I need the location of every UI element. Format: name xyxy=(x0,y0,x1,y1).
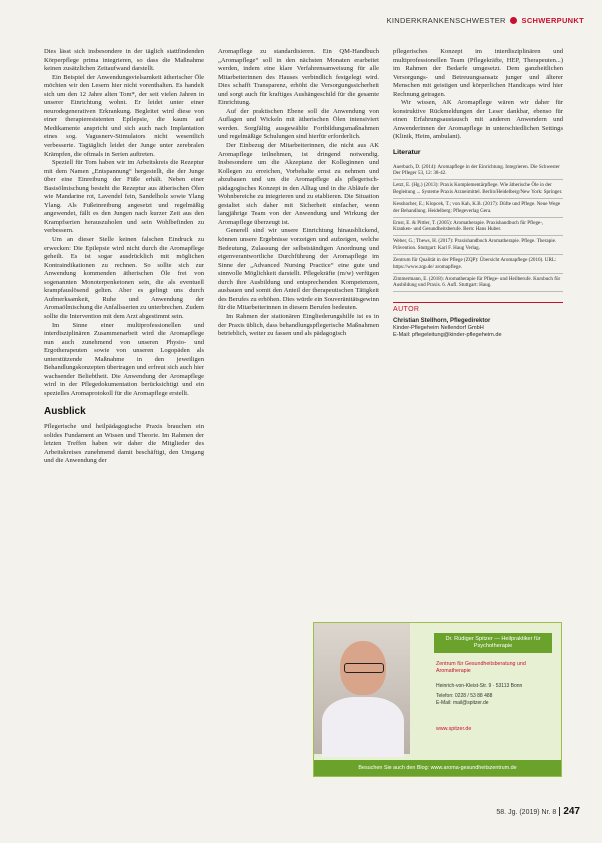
paragraph: Auf der praktischen Ebene soll die Anwendung von Auflagen und Wickeln mit ätherischen Ölen intensiviert werden. Sorgfältig ausgewählte Fortbildungsmaßnahmen und regelmäßige Schulungen sind hierfür erforderlich. xyxy=(218,107,379,141)
reference-item: Auerbach, D. (2014): Aromapflege in der Einrichtung. Integrieren. Die Schwester Der Pfleger 53, 12: 38-42. xyxy=(393,162,563,181)
paragraph: Um an dieser Stelle keinen falschen Eindruck zu erwecken: Die Epilepsie wird nicht durch die Aromapflege geheilt. Es ist sogar ausdrücklich mit möglichen Kontraindikationen zu rechnen. So sollte sich zur Anwendung kommenden ätherischen Öle frei von sogenannten Monoterpenketonen sein, die als eventuell krampfauslösend gelten. Aber es gelingt uns durch Aufmerksamkeit, Ruhe und Anwendung der Aromaölmischung die Anfallsserien zu unterbrechen. Zudem sollte die Intervention mit dem Arzt abgestimmt sein. xyxy=(44,236,204,320)
section-heading: Ausblick xyxy=(44,406,86,418)
ad-contact xyxy=(436,683,551,706)
page-folio xyxy=(496,806,580,817)
paragraph: Speziell für Tom haben wir im Arbeitskreis die Rezeptur mit dem Namen „Entspannung“ hergestellt, die der Junge über eine Einreibung der Füße erhält. Neben einer Basisölmischung besteht die Rezeptur aus ätherischen Ölen wie Mandarine rot, Lavendel fein, Sandelholz sowie Ylang Ylang. Als Fußeinreibung angesetzt und regelmäßig angewendet, fällt es den Jungen nach kurzer Zeit aus den Krampfserien herauszuholen und sein Wohlbefinden zu verbessern. xyxy=(44,159,204,235)
paragraph: Im Rahmen der stationären Eingliederungshilfe ist es in der Praxis üblich, dass behandlungspflegerische Maßnahmen betrieblich, weiter zu fassen und als pädagogisch xyxy=(218,312,379,338)
ad-website-link[interactable]: www.spitzer.de xyxy=(436,726,472,732)
portrait-photo xyxy=(314,623,410,754)
page-number: 247 xyxy=(563,806,580,817)
ad-phone: Telefon: 0228 / 53 88 488 xyxy=(436,693,493,700)
ad-banner: Dr. Rüdiger Spitzer — Heilpraktiker für Psychotherapie xyxy=(434,633,552,653)
paragraph: Dies lässt sich insbesondere in der täglich stattfindenden Körperpflege prima integrieren, so dass die Maßnahme keinen zusätzlichen Zeitaufwand darstellt. xyxy=(44,48,204,73)
paragraph: Aromapflege zu standardisieren. Ein QM-Handbuch „Aromapflege“ soll in den nächsten Monaten erarbeitet werden, indem eine klare Verfahrensanweisung für alle Mitarbeiterinnen des Hauses verbindlich festgelegt wird. Dies schafft Transparenz, erhöht die Versorgungssicherheit und sorgt auch für kraftiges Aushängeschild für die gesamte Einrichtung. xyxy=(218,48,379,107)
glasses-icon xyxy=(344,663,384,673)
ad-mail: E-Mail: mail@spitzer.de xyxy=(436,699,489,706)
issue-info: 58. Jg. (2019) Nr. 8 xyxy=(496,809,557,816)
author-heading: AUTOR xyxy=(393,302,563,315)
ad-tagline: Zentrum für Gesundheitsberatung und Aromatherapie xyxy=(436,661,526,674)
paragraph: Der Einbezug der Mitarbeiterinnen, die nicht aus AK Aromapflege teilnehmen, ist dringend notwendig. Insbesondere um die Akzeptanz der Kolleginnen und Kollegen zu erreichen, Vorbehalte ernst zu nehmen und abzubauen und um die Aromapflege als pflegerisch-pädagogisches Konzept in den Alltag und in die Abläufe der Wohnbereiche zu integrieren und zu etablieren. Die Situation gestaltet sich daher mit Sicherheit einfacher, wenn langjährige Team von der Anwendung und Wirkung der Aromapflege überzeugt ist. xyxy=(218,142,379,226)
reference-item: Weber, G.; Thews, H. (2017): Praxishandbuch Aromatherapie. Pflege. Therapie. Prävention. Stuttgart: Karl F. Haug Verlag. xyxy=(393,236,563,255)
reference-item: Zimmermann, E. (2018): Aromatherapie für Pflege- und Heilberufe. Kursbuch für Ausbildung und Praxis. 6. Aufl. Stuttgart: Haug. xyxy=(393,274,563,293)
bullet-icon xyxy=(510,17,517,24)
reference-item: Letzt, E. (Hg.) (2013): Praxis Komplementärpflege. Wie ätherische Öle in der Begleitung ... Systeme Praxis Arzneimittel. Berlin/Heidelberg/New York: Springer. xyxy=(393,180,563,199)
reference-item: Zentrum für Qualität in der Pflege (ZQP): Übersicht Aromapflege (2016). URL: https://www.zqp.de/ aromapflege. xyxy=(393,255,563,274)
reference-item: Kessbacher, E.; Klopcek, T.; von Kah, K.B. (2017): Düfte und Pflege. Neue Wege der Behandlung. Heidelberg: Pflegeverlag Gera. xyxy=(393,199,563,218)
references-list xyxy=(393,162,563,293)
paragraph: Im Sinne einer multiprofessionellen und interdisziplinären Zusammenarbeit wird die Aromapflege nun auch zunehmend von unseren Physio- und Ergotherapeuten sowie von unseren Logopäden als unterstützende Maßnahme in den jeweiligen Behandlungskonzepten übertragen und erfreut sich auch hier wachsender Beliebtheit. Die Anwendung der Aromapflege wird in der Pflegedokumentation berücksichtigt und ein spezielles Aromaprotokoll für die Aromapflege erstellt. xyxy=(44,321,204,397)
column-1 xyxy=(44,48,204,466)
paragraph: Ein Beispiel der Anwendungsvielsamkeit ätherischer Öle möchten wir den Lesern hier nicht vorenthalten. Es handelt sich um den 12 Jahre alten Tom*, der seit vielen Jahren in unserer Einrichtung wohnt. Er leidet unter einer neurodegenerativen Erkrankung. Begleitet wird diese von einer therapieresistenten Epilepsie, die kaum auf Medikamente anspricht und sich auch nach Implantation eines sog. Vagusnerv-Stimulators nicht wesentlich verbesserte. Tagtäglich leidet der Junge unter zerebralen Krämpfen, die oftmals in Serien auftreten. xyxy=(44,73,204,158)
ad-address: Heinrich-von-Kleist-Str. 9 · 53113 Bonn xyxy=(436,683,523,689)
paragraph: Pflegerische und heilpädagogische Praxis brauchen ein solides Fundament an Wissen und Theorie. Im Rahmen der letzten Treffen haben wir daher die Mitglieder des Arbeitskreises zunehmend damit beschäftigt, den Umgang und die Anwendung der xyxy=(44,422,204,465)
author-org: Kinder-Pflegeheim Nellendorf GmbH xyxy=(393,325,484,332)
divider xyxy=(559,807,560,816)
column-2 xyxy=(218,48,379,339)
running-header xyxy=(387,16,584,25)
author-name: Christian Stellhorn, Pflegedirektor xyxy=(393,317,491,324)
author-box xyxy=(393,318,563,340)
advertisement xyxy=(313,622,562,777)
paragraph: Generell sind wir unsere Einrichtung hinausblickend, können unsere Ergebnisse vorzeigen und aufzeigen, welche Bedeutung, Zulassung der selbstständigen Anordnung und eigenverantwortliche Durchführung der Aromapflege im Sinne der „Advanced Nursing Practice“ eine gute und sinnvolle Möglichkeit darstellt. Pflegekräfte (m/w) verfügen durch ihre Ausbildung und entsprechenden Kompetenzen, ausbauen und somit den Anteil der therapeutischen Tätigkeit des Berufes zu erhöhen. Dies würde ein Souveränitätsgewinn für die Mitarbeiterinnen in diesem Berufen bedeuten. xyxy=(218,227,379,312)
paragraph: pflegerisches Konzept im interdisziplinären und multiprofessionellen Team (Pflegekräfte, HEP, Therapeuten...) im Rahmen der Bedarfe umgesetzt. Dem ganzheitlichen Versorgungs- und Betreuungsansatz junger und älterer Menschen mit geistigen und körperlichen Handicaps wird hier Rechnung getragen. xyxy=(393,48,563,98)
header-section: KINDERKRANKENSCHWESTER xyxy=(386,16,506,25)
author-email[interactable]: E-Mail: pflegeleitung@kinder-pflegeheim.de xyxy=(393,332,502,339)
column-3 xyxy=(393,48,563,340)
ad-footer: Besuchen Sie auch den Blog: www.aroma-gesundheitszentrum.de xyxy=(314,760,561,776)
references-heading: Literatur xyxy=(393,149,421,157)
reference-item: Ernst, E. & Pittler, T. (2005): Aromatherapie. Praxishandbuch für Pflege-, Kranken- und Gesundheitsberufe. Bern: Hans Huber. xyxy=(393,218,563,237)
paragraph: Wir wissen, AK Aromapflege wären wir daher für konstruktive Rückmeldungen der Leser dankbar, ebenso für einen Erfahrungsaustausch mit anderen Anwendern und Anwenderinnen der Aromapflege in unterschiedlichen Settings (Klinik, Heim, ambulant). xyxy=(393,99,563,141)
header-keyword: SCHWERPUNKT xyxy=(521,16,584,25)
